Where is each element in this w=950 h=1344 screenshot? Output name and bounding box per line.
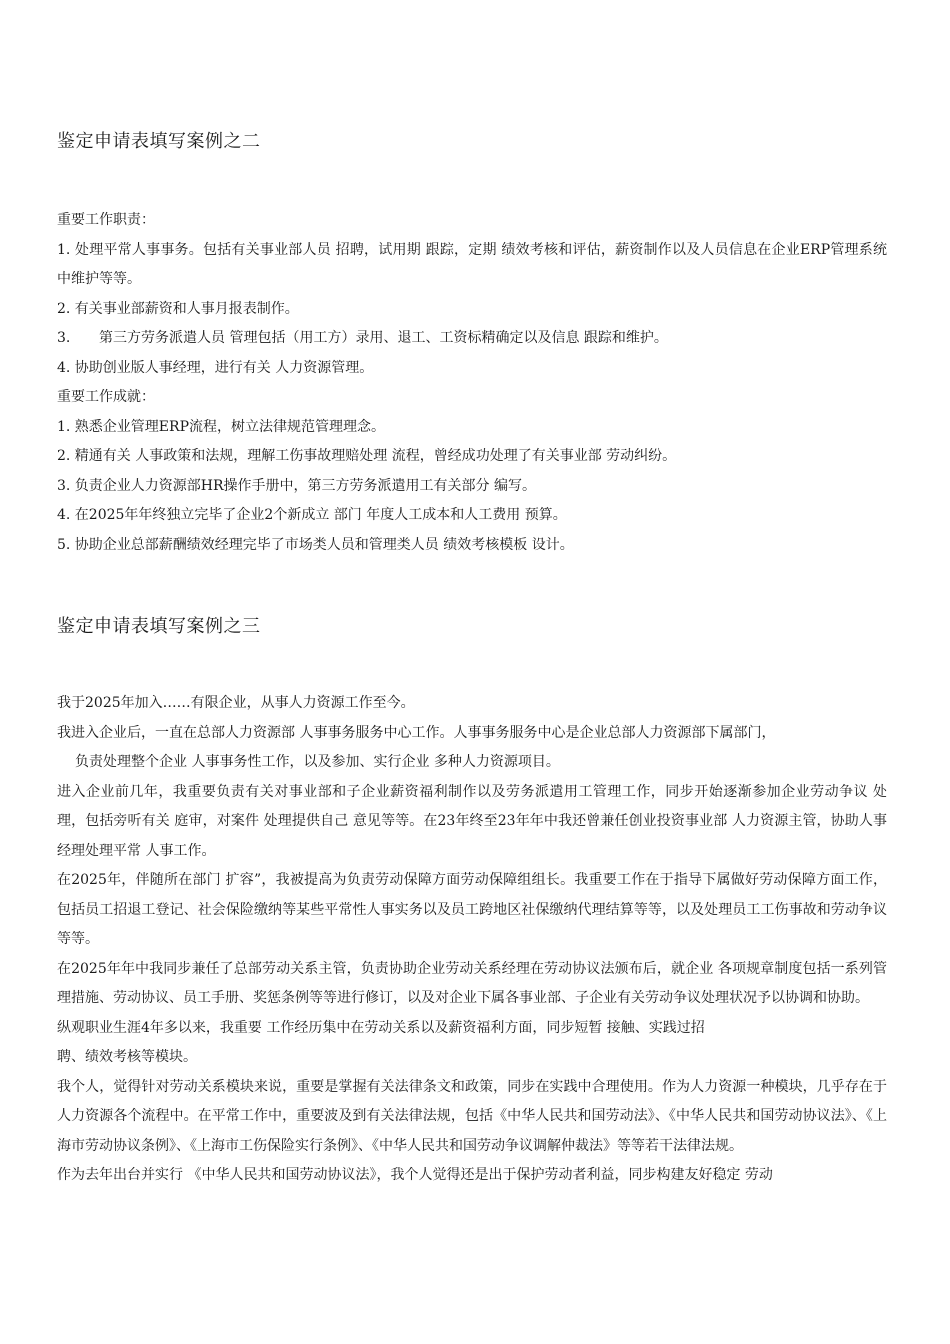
duty-item-3-number: 3. (57, 330, 71, 346)
paragraph-5: 在2025年年中我同步兼任了总部劳动关系主管，负责协助企业劳动关系经理在劳动协议法颁布后，就企业 各项规章制度包括一系列管理措施、劳动协议、员工手册、奖惩条例等等进行修订，以及对企业下属各事业部、子企业有关劳动争议处理状况予以协调和协助。 (57, 960, 887, 1006)
paragraph-1: 我于2025年加入……有限企业，从事人力资源工作至今。 (57, 695, 415, 711)
paragraph-3: 进入企业前几年，我重要负责有关对事业部和子企业薪资福利制作以及劳务派遣用工管理工作，同步开始逐渐参加企业劳动争议 处理，包括旁听有关 庭审，对案件 处理提供自己 意见等等。在23年终至23年年中我还曾兼任创业投资事业部 人力资源主管，协助人事经理处理平常 人事工作。 (57, 783, 887, 859)
achievement-item-2: 2. 精通有关 人事政策和法规，理解工伤事故理赔处理 流程，曾经成功处理了有关事业部 劳动纠纷。 (57, 448, 677, 464)
duty-item-3-text: 第三方劳务派遣人员 管理包括（用工方）录用、退工、工资标精确定以及信息 跟踪和维护。 (99, 330, 668, 346)
duty-item-1: 1. 处理平常人事事务。包括有关事业部人员 招聘，试用期 跟踪，定期 绩效考核和评估，薪资制作以及人员信息在企业ERP管理系统中维护等等。 (57, 241, 887, 287)
duty-item-3 (57, 324, 887, 354)
achievement-item-5: 5. 协助企业总部薪酬绩效经理完毕了市场类人员和管理类人员 绩效考核模板 设计。 (57, 536, 574, 553)
achievement-item-3: 3. 负责企业人力资源部HR操作手册中，第三方劳务派遣用工有关部分 编写。 (57, 477, 537, 494)
paragraph-4: 在2025年，伴随所在部门 扩容”，我被提高为负责劳动保障方面劳动保障组组长。我重要工作在于指导下属做好劳动保障方面工作，包括员工招退工登记、社会保险缴纳等某些平常性人事实务以及员工跨地区社保缴纳代理结算等等，以及处理员工工伤事故和劳动争议等等。 (57, 872, 887, 947)
paragraph-2-continuation: 负责处理整个企业 人事事务性工作，以及参加、实行企业 多种人力资源项目。 (75, 754, 560, 770)
achievement-item-1: 1. 熟悉企业管理ERP流程，树立法律规范管理理念。 (57, 418, 385, 435)
section2-title: 鉴定申请表填写案例之二 (57, 131, 261, 152)
paragraph-6-continuation: 聘、绩效考核等模块。 (57, 1049, 197, 1065)
paragraph-8: 作为去年出台并实行 《中华人民共和国劳动协议法》，我个人觉得还是出于保护劳动者利益，同步构建友好稳定 劳动 (57, 1167, 773, 1183)
section3-body (57, 689, 887, 1191)
duty-item-4: 4. 协助创业版人事经理，进行有关 人力资源管理。 (57, 359, 374, 376)
section2-body (57, 206, 887, 560)
achievement-item-4: 4. 在2025年年终独立完毕了企业2个新成立 部门 年度人工成本和人工费用 预算。 (57, 507, 567, 523)
paragraph-6: 纵观职业生涯4年多以来，我重要 工作经历集中在劳动关系以及薪资福利方面，同步短暂 接触、实践过招 (57, 1019, 705, 1036)
duty-item-2: 2. 有关事业部薪资和人事月报表制作。 (57, 300, 299, 317)
paragraph-7: 我个人，觉得针对劳动关系模块来说，重要是掌握有关法律条文和政策，同步在实践中合理使用。作为人力资源一种模块，几乎存在于人力资源各个流程中。在平常工作中，重要波及到有关法律法规，包括《中华人民共和国劳动法》、《中华人民共和国劳动协议法》、《上海市劳动协议条例》、《上海市工伤保险实行条例》、《中华人民共和国劳动争议调解仲裁法》等等若干法律法规。 (57, 1078, 887, 1154)
paragraph-2: 我进入企业后，一直在总部人力资源部 人事事务服务中心工作。人事事务服务中心是企业总部人力资源部下属部门， (57, 724, 776, 741)
achievements-label: 重要工作成就： (57, 389, 155, 405)
duties-label: 重要工作职责： (57, 212, 155, 228)
section3-title: 鉴定申请表填写案例之三 (57, 616, 261, 637)
